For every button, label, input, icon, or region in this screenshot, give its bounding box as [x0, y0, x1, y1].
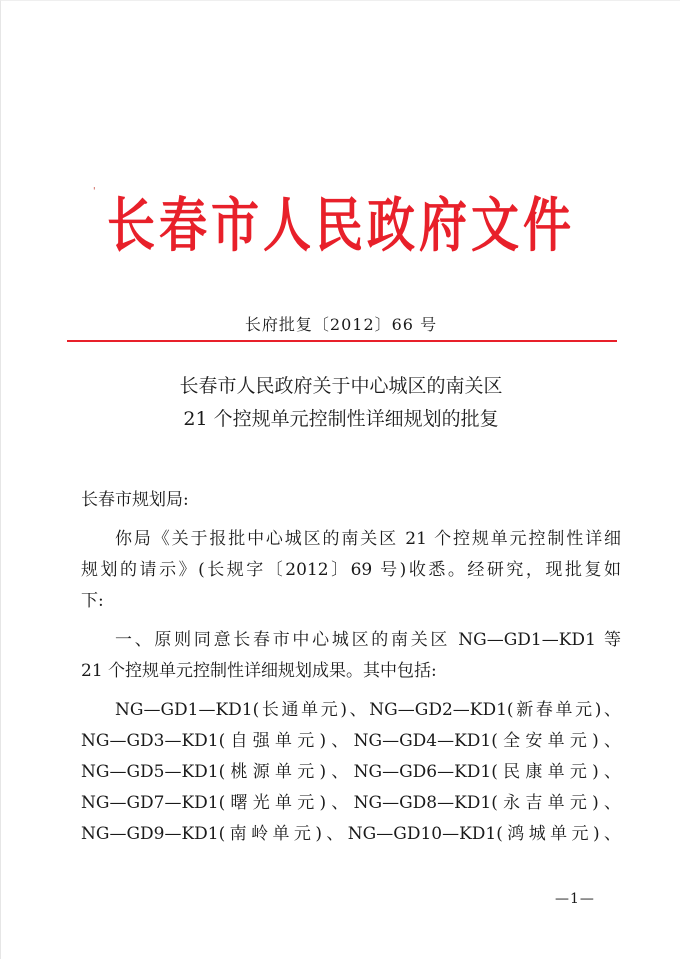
unit-list-line: NG—GD3—KD1(自强单元)、NG—GD4—KD1(全安单元)、 [81, 731, 621, 751]
document-body [81, 485, 621, 850]
paragraph-line: 21 个控规单元控制性详细规划成果。其中包括: [81, 661, 437, 681]
document-number: 长府批复〔2012〕66 号 [244, 315, 438, 334]
unit-list-line: NG—GD7—KD1(曙光单元)、NG—GD8—KD1(永吉单元)、 [81, 793, 621, 813]
subject-line: 21 个控规单元控制性详细规划的批复 [183, 408, 499, 430]
unit-list-line: NG—GD9—KD1(南岭单元)、NG—GD10—KD1(鸿城单元)、 [81, 824, 621, 844]
unit-list-line: NG—GD1—KD1(长通单元)、NG—GD2—KD1(新春单元)、 [115, 700, 621, 720]
paragraph-line: 一、原则同意长春市中心城区的南关区 NG—GD1—KD1 等 [115, 630, 621, 650]
paragraph-line: 你局《关于报批中心城区的南关区 21 个控规单元控制性详细 [115, 529, 621, 549]
paragraph-line: 规划的请示》(长规字〔2012〕69 号)收悉。经研究，现批复如 [81, 560, 621, 580]
page-number: —1— [555, 891, 595, 907]
unit-list-line: NG—GD5—KD1(桃源单元)、NG—GD6—KD1(民康单元)、 [81, 762, 621, 782]
paragraph-line: 下: [81, 591, 104, 611]
document-subject [1, 370, 680, 436]
document-header-title: 长春市人民政府文件 [106, 191, 575, 260]
red-separator-line [67, 340, 617, 342]
scan-mark: ' [93, 187, 96, 197]
subject-line: 长春市人民政府关于中心城区的南关区 [179, 375, 503, 397]
salutation: 长春市规划局: [81, 490, 189, 510]
